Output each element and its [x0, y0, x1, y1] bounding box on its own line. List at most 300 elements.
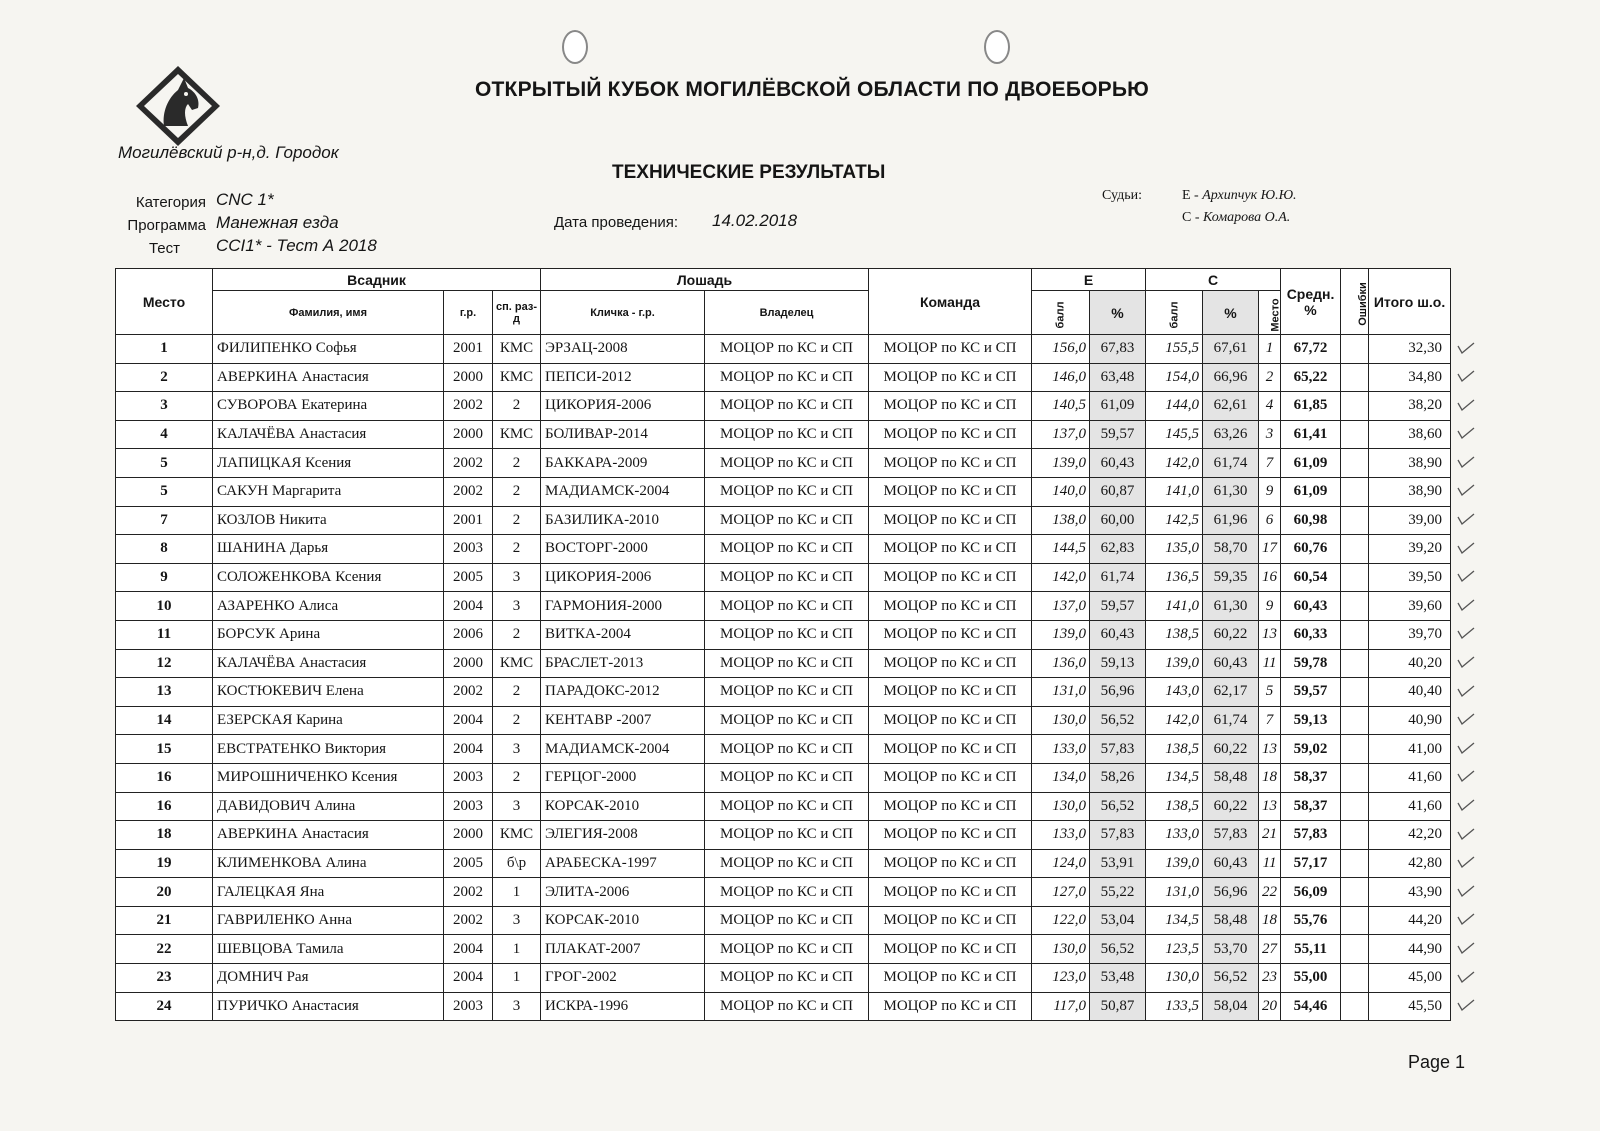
rider-rank: 2	[493, 535, 541, 564]
category-value: CNC 1*	[216, 190, 274, 209]
col-e-score: балл	[1032, 291, 1090, 335]
total-penalty: 42,80	[1369, 849, 1451, 878]
rider-name: ЕЗЕРСКАЯ Карина	[213, 706, 444, 735]
rider-rank: КМС	[493, 420, 541, 449]
rider-year: 2001	[444, 506, 493, 535]
e-score: 117,0	[1032, 992, 1090, 1021]
horse-owner: МОЦОР по КС и СП	[705, 649, 869, 678]
handwritten-check-icon	[1456, 712, 1476, 726]
rider-rank: 2	[493, 392, 541, 421]
team-name: МОЦОР по КС и СП	[869, 592, 1032, 621]
e-percent: 50,87	[1090, 992, 1146, 1021]
e-percent: 60,43	[1090, 449, 1146, 478]
rider-year: 2004	[444, 964, 493, 993]
horse-name: МАДИАМСК-2004	[541, 735, 705, 764]
team-name: МОЦОР по КС и СП	[869, 735, 1032, 764]
horse-name: ВОСТОРГ-2000	[541, 535, 705, 564]
total-penalty: 40,90	[1369, 706, 1451, 735]
category-label: Категория	[135, 194, 206, 211]
rider-rank: 1	[493, 878, 541, 907]
handwritten-check-icon	[1456, 341, 1476, 355]
results-table	[115, 268, 1451, 1021]
table-row	[116, 449, 1451, 478]
location: Могилёвский р-н,д. Городок	[118, 143, 339, 162]
e-score: 139,0	[1032, 620, 1090, 649]
c-place: 7	[1259, 449, 1281, 478]
team-name: МОЦОР по КС и СП	[869, 392, 1032, 421]
c-percent: 56,96	[1203, 878, 1259, 907]
horse-name: ПЕПСИ-2012	[541, 363, 705, 392]
row-place: 23	[116, 964, 213, 993]
rider-rank: 2	[493, 678, 541, 707]
row-place: 5	[116, 449, 213, 478]
horse-owner: МОЦОР по КС и СП	[705, 620, 869, 649]
row-place: 4	[116, 420, 213, 449]
horse-name: КЕНТАВР -2007	[541, 706, 705, 735]
c-percent: 61,96	[1203, 506, 1259, 535]
table-row	[116, 592, 1451, 621]
rider-year: 2004	[444, 935, 493, 964]
judges-label: Судьи:	[1102, 188, 1142, 203]
c-place: 9	[1259, 592, 1281, 621]
total-penalty: 39,20	[1369, 535, 1451, 564]
results-body	[116, 335, 1451, 1021]
total-penalty: 34,80	[1369, 363, 1451, 392]
table-row	[116, 506, 1451, 535]
errors-cell	[1341, 592, 1369, 621]
rider-year: 2002	[444, 678, 493, 707]
horse-owner: МОЦОР по КС и СП	[705, 592, 869, 621]
handwritten-check-icon	[1456, 598, 1476, 612]
handwritten-check-icon	[1456, 398, 1476, 412]
horse-owner: МОЦОР по КС и СП	[705, 363, 869, 392]
rider-rank: 2	[493, 620, 541, 649]
rider-year: 2003	[444, 763, 493, 792]
date-label: Дата проведения:	[554, 214, 679, 231]
row-place: 22	[116, 935, 213, 964]
handwritten-check-icon	[1456, 569, 1476, 583]
average-percent: 60,43	[1281, 592, 1341, 621]
c-place: 21	[1259, 821, 1281, 850]
rider-rank: 2	[493, 506, 541, 535]
c-percent: 58,70	[1203, 535, 1259, 564]
c-score: 123,5	[1146, 935, 1203, 964]
col-horse-name: Кличка - г.р.	[541, 291, 705, 335]
total-penalty: 39,70	[1369, 620, 1451, 649]
rider-rank: 3	[493, 906, 541, 935]
col-place: Место	[116, 269, 213, 335]
rider-rank: 1	[493, 935, 541, 964]
c-score: 138,5	[1146, 620, 1203, 649]
c-percent: 60,43	[1203, 649, 1259, 678]
col-rider: Всадник	[213, 269, 541, 291]
horse-name: ГЕРЦОГ-2000	[541, 763, 705, 792]
horse-owner: МОЦОР по КС и СП	[705, 878, 869, 907]
col-rider-name: Фамилия, имя	[213, 291, 444, 335]
col-c-pct: %	[1203, 291, 1259, 335]
col-rider-year: г.р.	[444, 291, 493, 335]
handwritten-check-icon	[1456, 626, 1476, 640]
e-percent: 61,09	[1090, 392, 1146, 421]
c-score: 133,5	[1146, 992, 1203, 1021]
c-percent: 57,83	[1203, 821, 1259, 850]
average-percent: 60,33	[1281, 620, 1341, 649]
rider-year: 2000	[444, 363, 493, 392]
c-score: 142,0	[1146, 706, 1203, 735]
team-name: МОЦОР по КС и СП	[869, 363, 1032, 392]
e-score: 127,0	[1032, 878, 1090, 907]
row-place: 18	[116, 821, 213, 850]
row-place: 7	[116, 506, 213, 535]
rider-name: АВЕРКИНА Анастасия	[213, 821, 444, 850]
e-percent: 60,87	[1090, 477, 1146, 506]
row-place: 12	[116, 649, 213, 678]
horse-name: БАЗИЛИКА-2010	[541, 506, 705, 535]
c-place: 27	[1259, 935, 1281, 964]
horse-owner: МОЦОР по КС и СП	[705, 335, 869, 364]
horse-name: КОРСАК-2010	[541, 906, 705, 935]
handwritten-check-icon	[1456, 741, 1476, 755]
row-place: 3	[116, 392, 213, 421]
c-percent: 58,04	[1203, 992, 1259, 1021]
e-score: 144,5	[1032, 535, 1090, 564]
handwritten-check-icon	[1456, 827, 1476, 841]
c-percent: 60,22	[1203, 792, 1259, 821]
errors-cell	[1341, 706, 1369, 735]
handwritten-check-icon	[1456, 483, 1476, 497]
handwritten-check-icon	[1456, 884, 1476, 898]
c-place: 1	[1259, 335, 1281, 364]
e-percent: 67,83	[1090, 335, 1146, 364]
c-place: 22	[1259, 878, 1281, 907]
horse-owner: МОЦОР по КС и СП	[705, 821, 869, 850]
e-percent: 57,83	[1090, 821, 1146, 850]
horse-name: БАККАРА-2009	[541, 449, 705, 478]
errors-cell	[1341, 735, 1369, 764]
c-percent: 63,26	[1203, 420, 1259, 449]
horse-name: ЦИКОРИЯ-2006	[541, 563, 705, 592]
col-horse: Лошадь	[541, 269, 869, 291]
c-score: 130,0	[1146, 964, 1203, 993]
average-percent: 59,13	[1281, 706, 1341, 735]
rider-name: ГАВРИЛЕНКО Анна	[213, 906, 444, 935]
rider-year: 2001	[444, 335, 493, 364]
rider-year: 2003	[444, 535, 493, 564]
rider-year: 2005	[444, 849, 493, 878]
program-label: Программа	[127, 217, 206, 234]
table-row	[116, 335, 1451, 364]
rider-rank: 3	[493, 592, 541, 621]
e-percent: 60,00	[1090, 506, 1146, 535]
row-place: 19	[116, 849, 213, 878]
team-name: МОЦОР по КС и СП	[869, 535, 1032, 564]
e-percent: 59,57	[1090, 592, 1146, 621]
c-place: 18	[1259, 906, 1281, 935]
e-score: 133,0	[1032, 735, 1090, 764]
horse-name: ЦИКОРИЯ-2006	[541, 392, 705, 421]
average-percent: 60,98	[1281, 506, 1341, 535]
rider-year: 2002	[444, 477, 493, 506]
errors-cell	[1341, 363, 1369, 392]
c-score: 145,5	[1146, 420, 1203, 449]
rider-name: СОЛОЖЕНКОВА Ксения	[213, 563, 444, 592]
c-score: 139,0	[1146, 649, 1203, 678]
e-score: 142,0	[1032, 563, 1090, 592]
horse-name: ГАРМОНИЯ-2000	[541, 592, 705, 621]
horse-owner: МОЦОР по КС и СП	[705, 535, 869, 564]
program-value: Манежная езда	[216, 213, 339, 232]
average-percent: 61,85	[1281, 392, 1341, 421]
handwritten-check-icon	[1456, 941, 1476, 955]
c-place: 18	[1259, 763, 1281, 792]
average-percent: 58,37	[1281, 763, 1341, 792]
team-name: МОЦОР по КС и СП	[869, 792, 1032, 821]
c-score: 136,5	[1146, 563, 1203, 592]
handwritten-check-icon	[1456, 655, 1476, 669]
c-score: 141,0	[1146, 477, 1203, 506]
rider-name: КАЛАЧЁВА Анастасия	[213, 649, 444, 678]
table-row	[116, 563, 1451, 592]
rider-name: ЕВСТРАТЕНКО Виктория	[213, 735, 444, 764]
c-percent: 66,96	[1203, 363, 1259, 392]
average-percent: 61,09	[1281, 477, 1341, 506]
rider-rank: 3	[493, 992, 541, 1021]
average-percent: 59,02	[1281, 735, 1341, 764]
total-penalty: 41,00	[1369, 735, 1451, 764]
rider-name: КАЛАЧЁВА Анастасия	[213, 420, 444, 449]
rider-rank: 3	[493, 792, 541, 821]
c-score: 135,0	[1146, 535, 1203, 564]
rider-rank: 2	[493, 706, 541, 735]
e-percent: 56,96	[1090, 678, 1146, 707]
average-percent: 65,22	[1281, 363, 1341, 392]
table-row	[116, 420, 1451, 449]
rider-name: АВЕРКИНА Анастасия	[213, 363, 444, 392]
row-place: 13	[116, 678, 213, 707]
c-percent: 62,61	[1203, 392, 1259, 421]
horse-name: ПЛАКАТ-2007	[541, 935, 705, 964]
e-score: 140,5	[1032, 392, 1090, 421]
total-penalty: 44,90	[1369, 935, 1451, 964]
col-team: Команда	[869, 269, 1032, 335]
rider-year: 2006	[444, 620, 493, 649]
table-row	[116, 678, 1451, 707]
rider-year: 2002	[444, 449, 493, 478]
rider-name: КОСТЮКЕВИЧ Елена	[213, 678, 444, 707]
col-c-place: Место	[1259, 291, 1281, 335]
team-name: МОЦОР по КС и СП	[869, 335, 1032, 364]
e-score: 138,0	[1032, 506, 1090, 535]
horse-owner: МОЦОР по КС и СП	[705, 792, 869, 821]
horse-name: АРАБЕСКА-1997	[541, 849, 705, 878]
rider-name: КЛИМЕНКОВА Алина	[213, 849, 444, 878]
rider-name: САКУН Маргарита	[213, 477, 444, 506]
total-penalty: 41,60	[1369, 763, 1451, 792]
horse-name: БОЛИВАР-2014	[541, 420, 705, 449]
c-place: 6	[1259, 506, 1281, 535]
errors-cell	[1341, 620, 1369, 649]
errors-cell	[1341, 392, 1369, 421]
errors-cell	[1341, 335, 1369, 364]
average-percent: 60,54	[1281, 563, 1341, 592]
c-place: 23	[1259, 964, 1281, 993]
horse-owner: МОЦОР по КС и СП	[705, 449, 869, 478]
errors-cell	[1341, 992, 1369, 1021]
horse-owner: МОЦОР по КС и СП	[705, 906, 869, 935]
total-penalty: 41,60	[1369, 792, 1451, 821]
horse-owner: МОЦОР по КС и СП	[705, 563, 869, 592]
test-value: CCI1* - Тест А 2018	[216, 236, 377, 255]
row-place: 16	[116, 763, 213, 792]
c-place: 2	[1259, 363, 1281, 392]
c-percent: 67,61	[1203, 335, 1259, 364]
total-penalty: 39,50	[1369, 563, 1451, 592]
e-score: 137,0	[1032, 592, 1090, 621]
e-score: 156,0	[1032, 335, 1090, 364]
average-percent: 67,72	[1281, 335, 1341, 364]
average-percent: 54,46	[1281, 992, 1341, 1021]
horse-owner: МОЦОР по КС и СП	[705, 420, 869, 449]
rider-rank: 3	[493, 563, 541, 592]
team-name: МОЦОР по КС и СП	[869, 935, 1032, 964]
row-place: 9	[116, 563, 213, 592]
table-row	[116, 935, 1451, 964]
rider-name: ДАВИДОВИЧ Алина	[213, 792, 444, 821]
table-row	[116, 878, 1451, 907]
total-penalty: 38,90	[1369, 477, 1451, 506]
team-name: МОЦОР по КС и СП	[869, 964, 1032, 993]
horse-name: ГРОГ-2002	[541, 964, 705, 993]
row-place: 5	[116, 477, 213, 506]
horse-owner: МОЦОР по КС и СП	[705, 849, 869, 878]
rider-name: ГАЛЕЦКАЯ Яна	[213, 878, 444, 907]
average-percent: 59,78	[1281, 649, 1341, 678]
row-place: 10	[116, 592, 213, 621]
rider-year: 2002	[444, 906, 493, 935]
e-percent: 61,74	[1090, 563, 1146, 592]
e-score: 139,0	[1032, 449, 1090, 478]
table-row	[116, 792, 1451, 821]
team-name: МОЦОР по КС и СП	[869, 763, 1032, 792]
horse-owner: МОЦОР по КС и СП	[705, 735, 869, 764]
errors-cell	[1341, 649, 1369, 678]
errors-cell	[1341, 420, 1369, 449]
errors-cell	[1341, 964, 1369, 993]
table-row	[116, 649, 1451, 678]
c-percent: 60,22	[1203, 735, 1259, 764]
col-total: Итого ш.о.	[1369, 269, 1451, 335]
horse-name: ЭЛЕГИЯ-2008	[541, 821, 705, 850]
rider-year: 2005	[444, 563, 493, 592]
c-score: 141,0	[1146, 592, 1203, 621]
page-title: ОТКРЫТЫЙ КУБОК МОГИЛЁВСКОЙ ОБЛАСТИ ПО ДВОЕБОРЬЮ	[475, 78, 1150, 101]
col-judge-c: C	[1146, 269, 1281, 291]
col-average: Средн. %	[1281, 269, 1341, 335]
team-name: МОЦОР по КС и СП	[869, 649, 1032, 678]
rider-year: 2004	[444, 706, 493, 735]
c-score: 139,0	[1146, 849, 1203, 878]
c-score: 154,0	[1146, 363, 1203, 392]
team-name: МОЦОР по КС и СП	[869, 449, 1032, 478]
e-score: 131,0	[1032, 678, 1090, 707]
row-place: 16	[116, 792, 213, 821]
table-row	[116, 735, 1451, 764]
rider-year: 2000	[444, 821, 493, 850]
page-subtitle: ТЕХНИЧЕСКИЕ РЕЗУЛЬТАТЫ	[612, 162, 886, 183]
rider-name: ДОМНИЧ Рая	[213, 964, 444, 993]
total-penalty: 45,00	[1369, 964, 1451, 993]
horse-head-logo-icon	[134, 64, 222, 148]
row-place: 15	[116, 735, 213, 764]
average-percent: 61,09	[1281, 449, 1341, 478]
table-row	[116, 964, 1451, 993]
horse-owner: МОЦОР по КС и СП	[705, 678, 869, 707]
c-score: 134,5	[1146, 763, 1203, 792]
horse-owner: МОЦОР по КС и СП	[705, 964, 869, 993]
team-name: МОЦОР по КС и СП	[869, 821, 1032, 850]
row-place: 14	[116, 706, 213, 735]
c-percent: 62,17	[1203, 678, 1259, 707]
table-row	[116, 849, 1451, 878]
horse-name: ЭЛИТА-2006	[541, 878, 705, 907]
horse-owner: МОЦОР по КС и СП	[705, 392, 869, 421]
col-judge-e: E	[1032, 269, 1146, 291]
rider-rank: КМС	[493, 821, 541, 850]
table-row	[116, 763, 1451, 792]
errors-cell	[1341, 849, 1369, 878]
c-percent: 61,30	[1203, 592, 1259, 621]
c-percent: 56,52	[1203, 964, 1259, 993]
row-place: 8	[116, 535, 213, 564]
rider-name: ШАНИНА Дарья	[213, 535, 444, 564]
c-place: 13	[1259, 792, 1281, 821]
row-place: 24	[116, 992, 213, 1021]
c-place: 11	[1259, 649, 1281, 678]
rider-rank: 2	[493, 449, 541, 478]
rider-rank: б\р	[493, 849, 541, 878]
c-percent: 61,74	[1203, 449, 1259, 478]
rider-rank: КМС	[493, 363, 541, 392]
team-name: МОЦОР по КС и СП	[869, 506, 1032, 535]
handwritten-check-icon	[1456, 541, 1476, 555]
table-row	[116, 620, 1451, 649]
handwritten-check-icon	[1456, 455, 1476, 469]
c-percent: 60,22	[1203, 620, 1259, 649]
e-score: 146,0	[1032, 363, 1090, 392]
rider-rank: 2	[493, 477, 541, 506]
punch-hole	[562, 30, 588, 64]
errors-cell	[1341, 449, 1369, 478]
handwritten-check-icon	[1456, 970, 1476, 984]
errors-cell	[1341, 878, 1369, 907]
c-percent: 60,43	[1203, 849, 1259, 878]
errors-cell	[1341, 763, 1369, 792]
average-percent: 59,57	[1281, 678, 1341, 707]
total-penalty: 42,20	[1369, 821, 1451, 850]
team-name: МОЦОР по КС и СП	[869, 992, 1032, 1021]
e-percent: 57,83	[1090, 735, 1146, 764]
errors-cell	[1341, 935, 1369, 964]
average-percent: 57,17	[1281, 849, 1341, 878]
rider-year: 2002	[444, 878, 493, 907]
c-percent: 61,74	[1203, 706, 1259, 735]
horse-owner: МОЦОР по КС и СП	[705, 992, 869, 1021]
team-name: МОЦОР по КС и СП	[869, 563, 1032, 592]
e-score: 123,0	[1032, 964, 1090, 993]
e-percent: 63,48	[1090, 363, 1146, 392]
horse-name: ВИТКА-2004	[541, 620, 705, 649]
test-label: Тест	[148, 240, 180, 257]
